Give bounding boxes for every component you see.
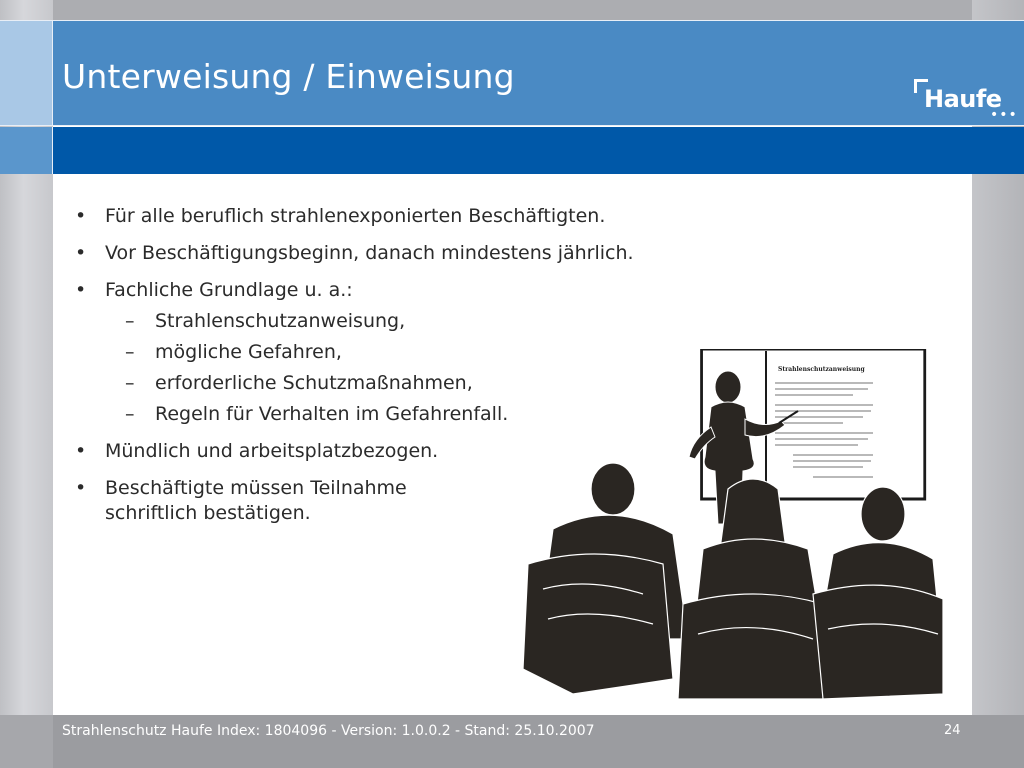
logo-dots-icon: ••• <box>990 107 1018 123</box>
slide-content <box>53 174 972 715</box>
audience-member-icon <box>678 479 828 699</box>
dash-icon: – <box>125 341 135 363</box>
dash-icon: – <box>125 403 135 425</box>
footer-text: Strahlenschutz Haufe Index: 1804096 - Version: 1.0.0.2 - Stand: 25.10.2007 <box>62 723 595 739</box>
dash-icon: – <box>125 310 135 332</box>
header-subband <box>0 127 1024 174</box>
bullet-item: • Beschäftigte müssen Teilnahme schriftlich bestätigen. <box>75 477 407 524</box>
sub-bullet-item: – Strahlenschutzanweisung, <box>125 310 406 332</box>
bullet-dot-icon: • <box>75 440 87 462</box>
dash-icon: – <box>125 372 135 394</box>
slide-footer <box>0 715 1024 768</box>
bullet-dot-icon: • <box>75 279 87 301</box>
slide-header <box>0 20 1024 126</box>
bullet-item: • Vor Beschäftigungsbeginn, danach mindestens jährlich. <box>75 242 634 264</box>
bullet-item: • Für alle beruflich strahlenexponierten Beschäftigten. <box>75 205 606 227</box>
bullet-item: • Mündlich und arbeitsplatzbezogen. <box>75 440 439 462</box>
bullet-item: • Fachliche Grundlage u. a.: <box>75 279 353 301</box>
top-frame <box>0 0 1024 20</box>
page-number: 24 <box>944 723 961 738</box>
sub-bullet-item: – Regeln für Verhalten im Gefahrenfall. <box>125 403 509 425</box>
audience-member-icon <box>523 463 688 694</box>
bullet-dot-icon: • <box>75 242 87 264</box>
sub-bullet-item: – erforderliche Schutzmaßnahmen, <box>125 372 473 394</box>
audience-member-icon <box>813 487 943 699</box>
haufe-logo: Haufe ••• <box>912 65 1007 125</box>
bullet-dot-icon: • <box>75 477 87 499</box>
svg-text:Strahlenschutzanweisung: Strahlenschutzanweisung <box>778 366 865 373</box>
slide-title: Unterweisung / Einweisung <box>62 57 515 96</box>
presentation-training-illustration <box>513 349 943 709</box>
sub-bullet-item: – mögliche Gefahren, <box>125 341 342 363</box>
bullet-dot-icon: • <box>75 205 87 227</box>
